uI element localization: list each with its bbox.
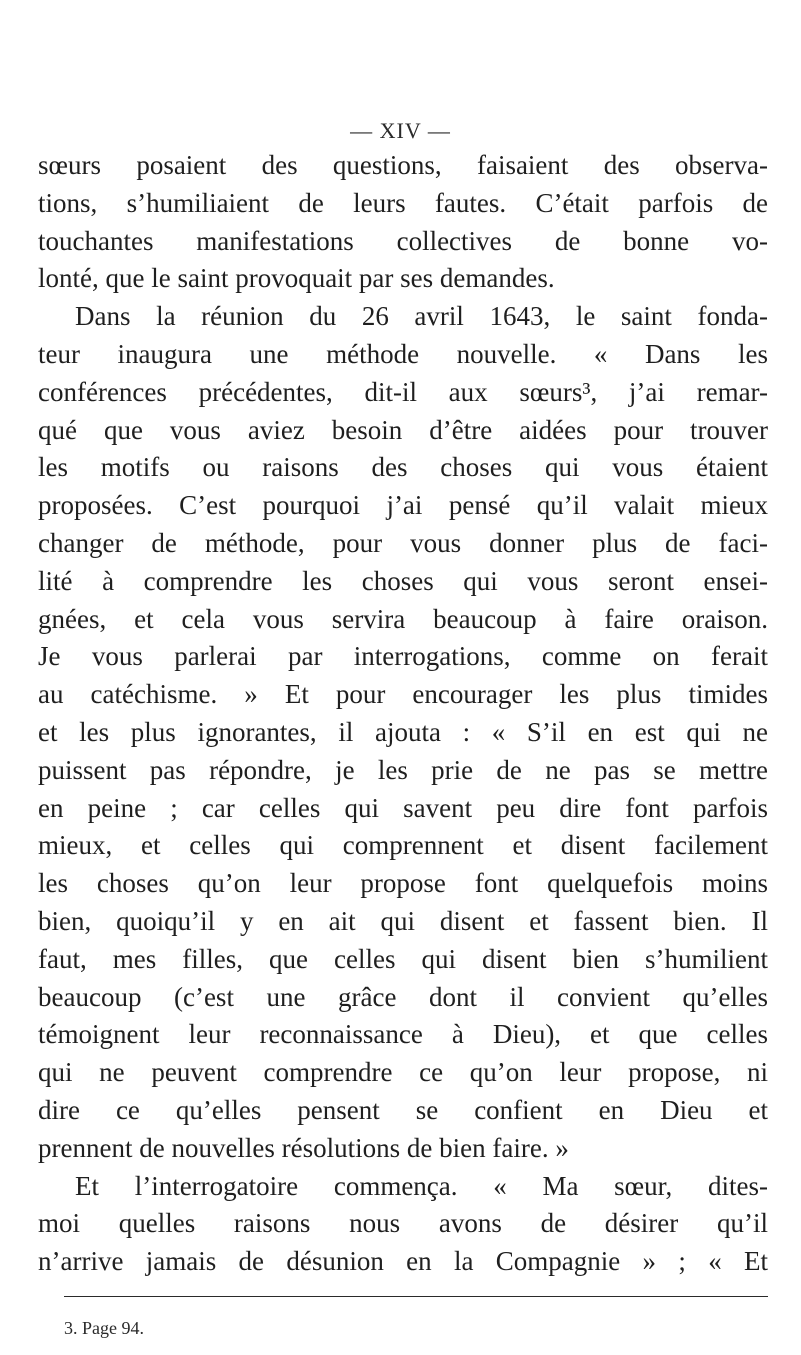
text-line-19: mieux, et celles qui comprennent et disent facilement — [38, 830, 768, 861]
text-line-4: lonté, que le saint provoquait par ses demandes. — [38, 263, 555, 294]
text-line-11: changer de méthode, pour vous donner plus de faci- — [38, 527, 768, 558]
text-line-2: tions, s’humiliaient de leurs fautes. C’était parfois de — [38, 187, 768, 218]
text-line-7: conférences précédentes, dit-il aux sœurs³, j’ai remar- — [38, 376, 768, 407]
text-line-22: faut, mes filles, que celles qui disent bien s’humilient — [38, 943, 768, 974]
text-line-1: sœurs posaient des questions, faisaient des observa- — [38, 150, 768, 180]
text-line-12: lité à comprendre les choses qui vous seront ensei- — [38, 565, 768, 596]
text-line-27: prennent de nouvelles résolutions de bien faire. » — [38, 1132, 569, 1163]
text-line-3: touchantes manifestations collectives de bonne vo- — [38, 225, 768, 256]
text-line-20: les choses qu’on leur propose font quelquefois moins — [38, 868, 768, 899]
body-text — [38, 147, 768, 1281]
text-line-13: gnées, et cela vous servira beaucoup à faire oraison. — [38, 603, 768, 634]
text-line-21: bien, quoiqu’il y en ait qui disent et fassent bien. Il — [38, 905, 768, 936]
text-line-16: et les plus ignorantes, il ajouta : « S’il en est qui ne — [38, 716, 768, 747]
text-line-29: moi quelles raisons nous avons de désirer qu’il — [38, 1208, 768, 1239]
text-line-8: qué que vous aviez besoin d’être aidées pour trouver — [38, 414, 768, 445]
text-line-26: dire ce qu’elles pensent se confient en Dieu et — [38, 1094, 768, 1125]
text-line-9: les motifs ou raisons des choses qui vous étaient — [38, 452, 768, 483]
footnote: 3. Page 94. — [64, 1318, 144, 1338]
text-line-30: n’arrive jamais de désunion en la Compagnie » ; « Et — [38, 1246, 768, 1277]
text-line-24: témoignent leur reconnaissance à Dieu), et que celles — [38, 1019, 768, 1050]
text-line-17: puissent pas répondre, je les prie de ne pas se mettre — [38, 754, 768, 785]
text-line-6: teur inaugura une méthode nouvelle. « Dans les — [38, 338, 768, 369]
footnote-rule — [64, 1296, 768, 1297]
text-line-10: proposées. C’est pourquoi j’ai pensé qu’il valait mieux — [38, 490, 768, 521]
text-line-28: Et l’interrogatoire commença. « Ma sœur, dites- — [75, 1170, 768, 1201]
text-line-14: Je vous parlerai par interrogations, comme on ferait — [38, 641, 768, 672]
text-line-25: qui ne peuvent comprendre ce qu’on leur propose, ni — [38, 1057, 768, 1088]
text-line-5: Dans la réunion du 26 avril 1643, le saint fonda- — [75, 301, 768, 332]
page-header: — XIV — — [350, 118, 451, 143]
text-line-23: beaucoup (c’est une grâce dont il convient qu’elles — [38, 981, 768, 1012]
text-line-18: en peine ; car celles qui savent peu dire font parfois — [38, 792, 768, 823]
text-line-15: au catéchisme. » Et pour encourager les plus timides — [38, 679, 768, 710]
